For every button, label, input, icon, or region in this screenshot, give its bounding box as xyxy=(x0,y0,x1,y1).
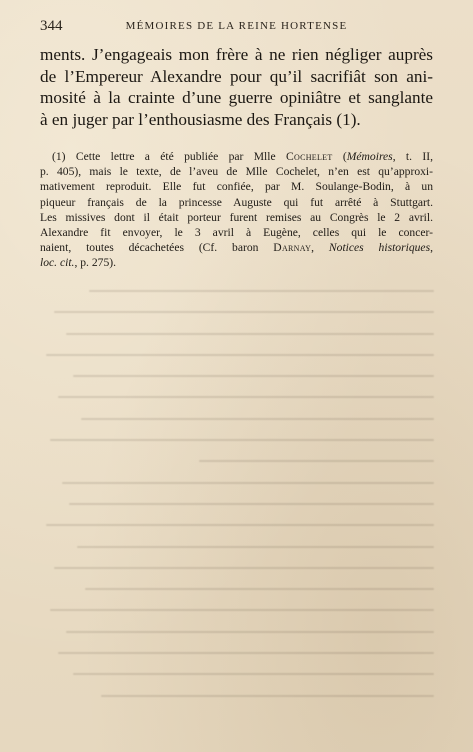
author-name: Cochelet xyxy=(285,150,333,163)
footnote-line: loc. cit., p. 275). xyxy=(40,256,116,270)
text-line: à en juger par l’enthousiasme des Français (1). xyxy=(40,109,361,129)
work-title: Mémoires xyxy=(346,150,393,163)
footnote-line: (1) Cette lettre a été publiée par Mlle Cochelet (Mémoires, t. II, xyxy=(52,150,433,163)
footnote xyxy=(40,149,433,271)
text-line: ments. J’engageais mon frère à ne rien négliger auprès xyxy=(40,45,433,64)
running-title: MÉMOIRES DE LA REINE HORTENSE xyxy=(125,20,348,32)
footnote-line: piqueur français de la princesse Auguste qui fut arrêté à Stuttgart. xyxy=(40,195,433,209)
footnote-line: p. 405), mais le texte, de l’aveu de Mlle Cochelet, n’en est qu’approxi- xyxy=(40,165,433,179)
work-title: Notices historiques xyxy=(328,241,431,255)
text-line: mosité à la crainte d’une guerre opiniâtre et sanglante xyxy=(40,88,433,107)
footnote-line: naient, toutes décachetées (Cf. baron Darnay, Notices historiques, xyxy=(40,241,433,255)
page-number: 344 xyxy=(40,18,63,34)
main-text xyxy=(40,44,433,130)
text-line: de l’Empereur Alexandre pour qu’il sacrifiât son ani- xyxy=(40,66,433,86)
page-header xyxy=(40,18,433,38)
footnote-line: Alexandre fit envoyer, le 3 avril à Eugène, celles qui le concer- xyxy=(40,226,433,240)
bleed-through-texture xyxy=(42,290,434,720)
footnote-line: Les missives dont il était porteur furent remises au Congrès le 2 avril. xyxy=(40,210,433,224)
footnote-line: mativement reproduit. Elle fut confiée, par M. Soulange-Bodin, à un xyxy=(40,180,433,194)
author-name: Darnay xyxy=(273,241,312,255)
